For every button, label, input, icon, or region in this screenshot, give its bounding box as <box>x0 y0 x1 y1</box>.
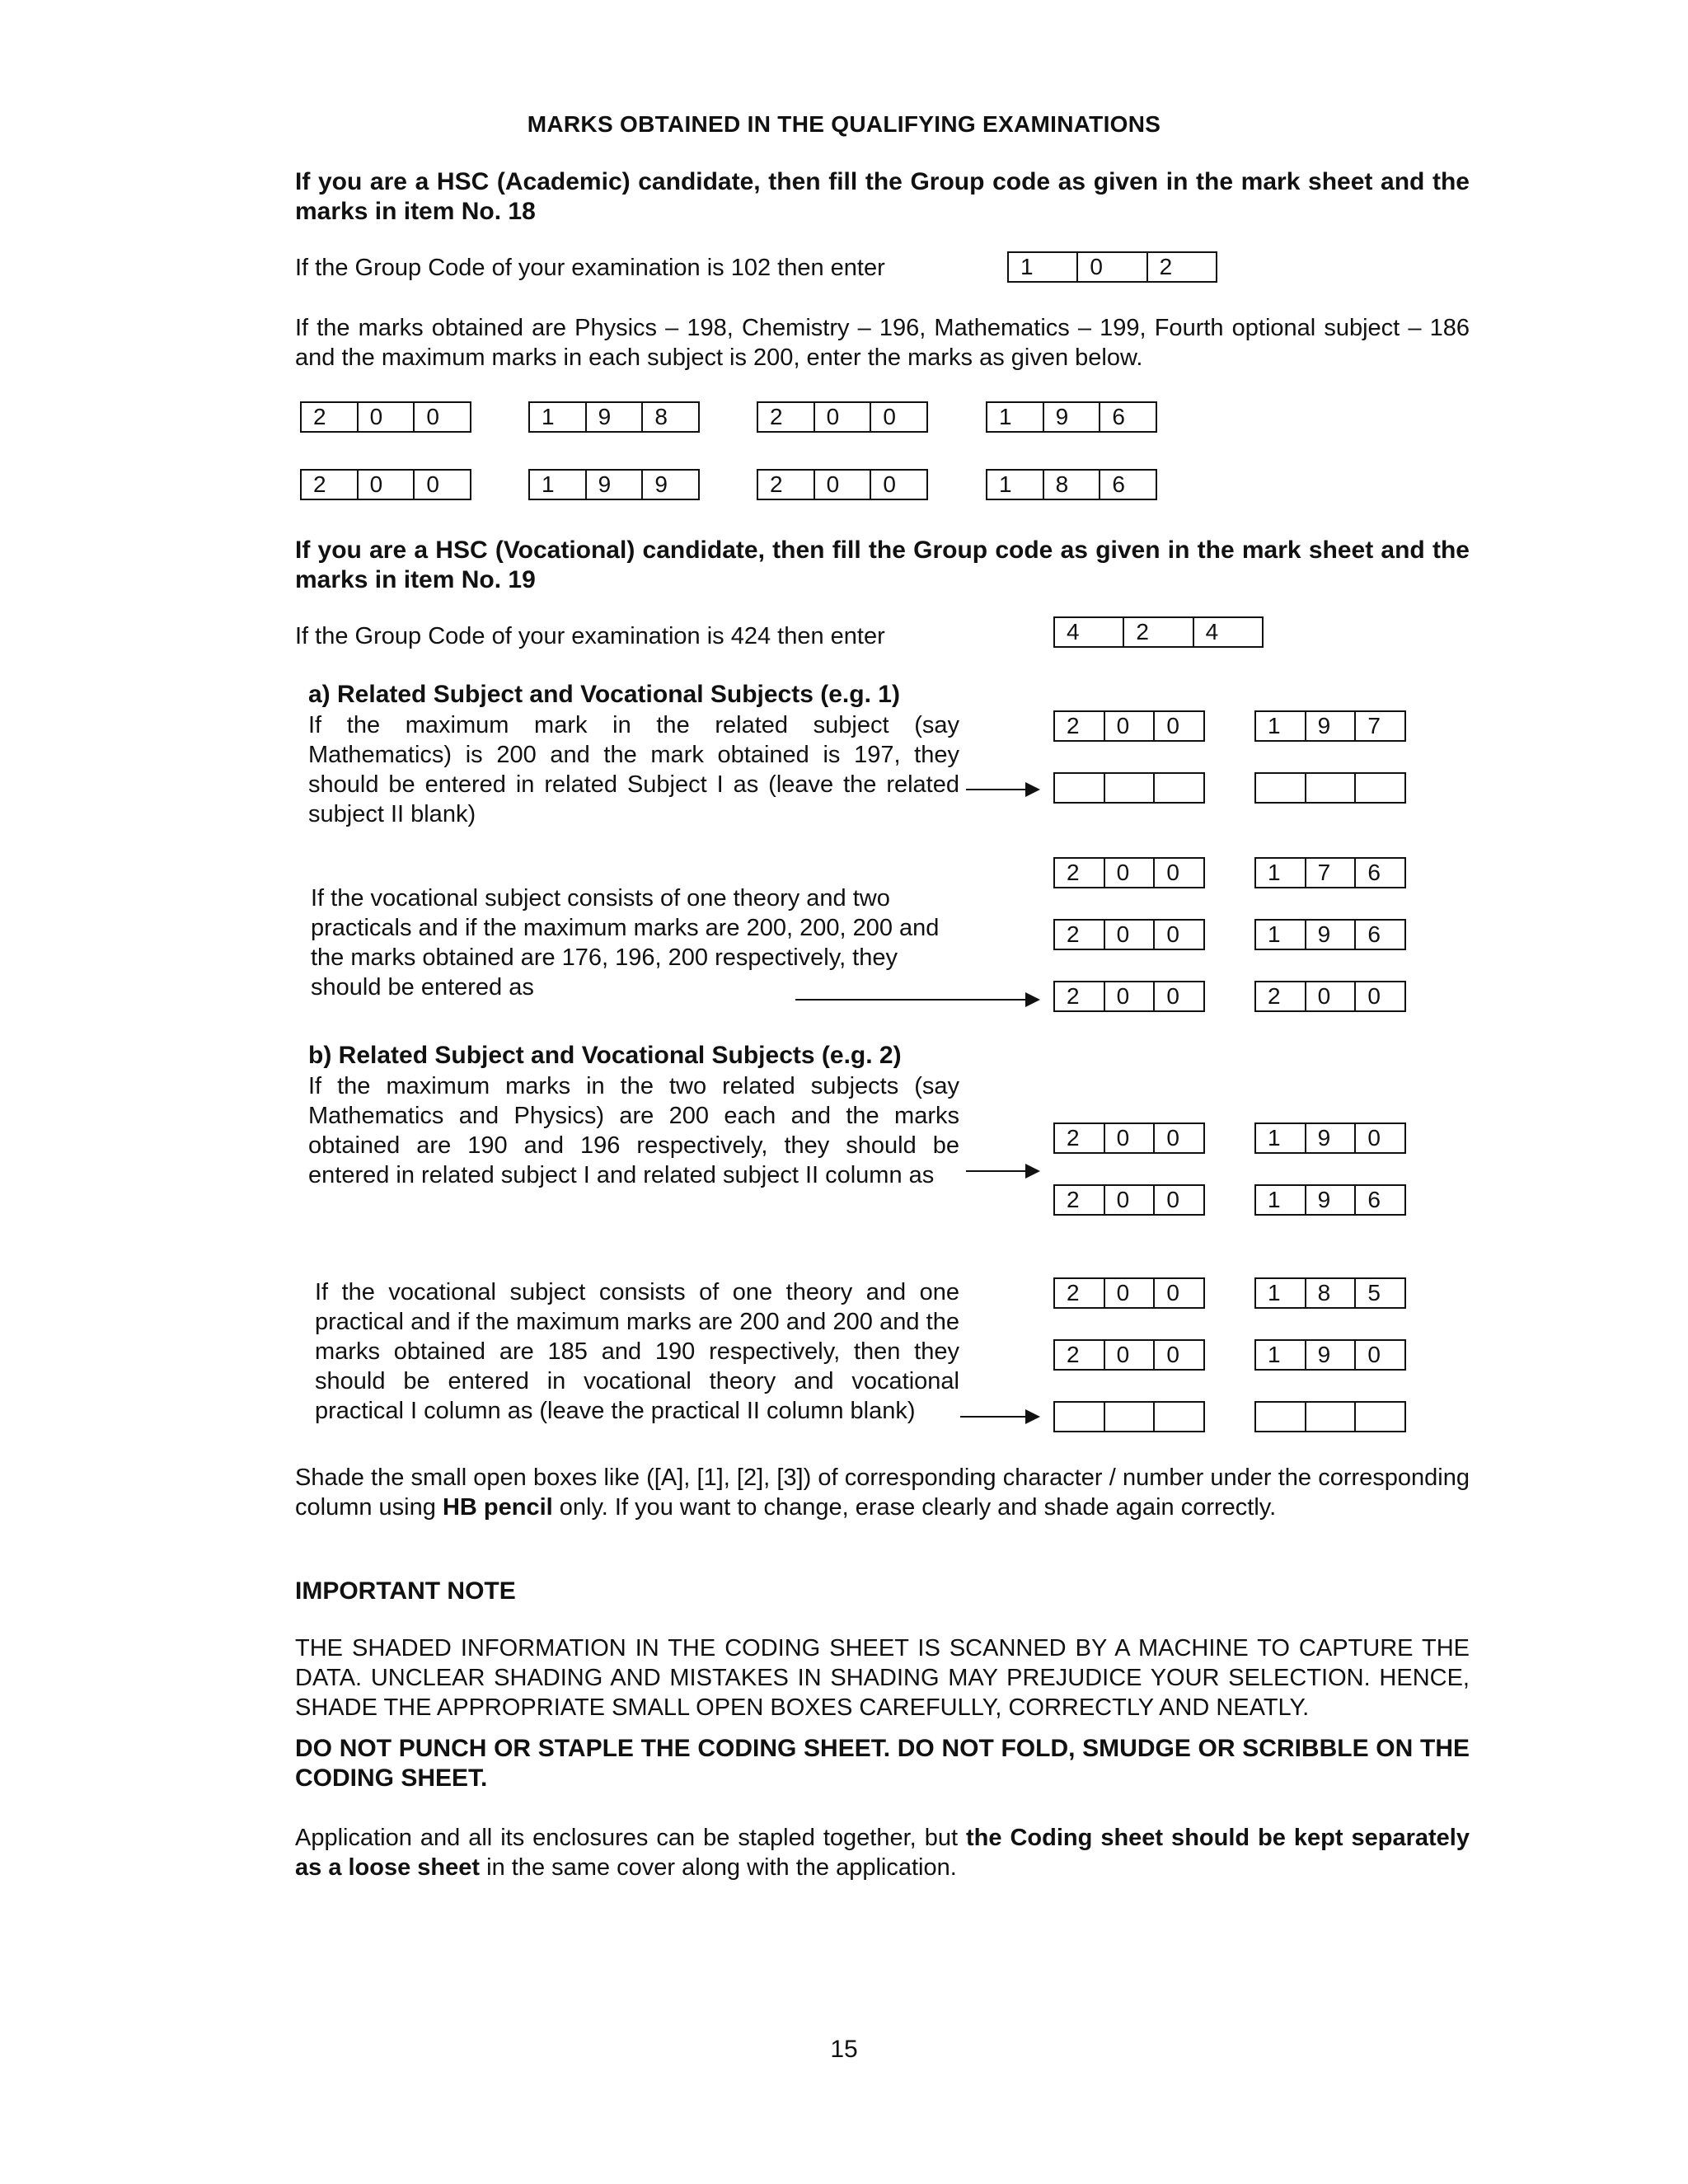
marks-box <box>1254 1184 1406 1216</box>
page-title: MARKS OBTAINED IN THE QUALIFYING EXAMINATIONS <box>527 111 1161 137</box>
eg2-voc-text: If the vocational subject consists of one theory and one practical and if the maximum marks are 200 and 200 and the marks obtained are 185 and 190 respectively, then they should be entered in vocational theory and vocational practical I column as (leave the practical II column blank) <box>315 1279 959 1424</box>
do-not-text: DO NOT PUNCH OR STAPLE THE CODING SHEET. DO NOT FOLD, SMUDGE OR SCRIBBLE ON THE CODING SHEET. <box>295 1735 1470 1792</box>
marks-box <box>1053 981 1205 1012</box>
page-number: 15 <box>830 2036 858 2063</box>
marks-box-blank <box>1254 1401 1406 1432</box>
digit: 6 <box>1367 860 1381 885</box>
digit: 9 <box>1306 1341 1357 1369</box>
digit: 0 <box>815 403 872 431</box>
digit <box>1306 774 1357 802</box>
code-digit: 0 <box>1078 253 1147 281</box>
digit: 1 <box>1256 1279 1306 1307</box>
digit: 2 <box>758 471 815 499</box>
digit: 0 <box>1367 1342 1381 1367</box>
digit: 2 <box>1055 712 1105 740</box>
digit: 9 <box>587 471 644 499</box>
digit: 0 <box>883 471 896 497</box>
digit: 0 <box>1367 983 1381 1009</box>
digit <box>1356 1403 1404 1431</box>
digit: 5 <box>1367 1280 1381 1305</box>
digit: 1 <box>530 471 587 499</box>
marks-box <box>1053 857 1205 888</box>
digit: 2 <box>1055 1186 1105 1214</box>
digit: 9 <box>654 471 668 497</box>
digit: 6 <box>1112 404 1125 429</box>
code-digit: 4 <box>1205 619 1219 644</box>
digit: 8 <box>1306 1279 1357 1307</box>
digit <box>1105 774 1156 802</box>
eg1-voc-text: If the vocational subject consists of one theory and two practicals and if the maximum marks are 200, 200, 200 and the marks obtained are 176, 196, 200 respectively, they should be entered as <box>311 885 940 1001</box>
digit: 1 <box>530 403 587 431</box>
digit: 0 <box>1166 983 1179 1009</box>
eg1-text: If the maximum mark in the related subject (say Mathematics) is 200 and the mark obtained is 197, they should be entered in related Subject I as (leave the related subject II blank) <box>308 712 959 827</box>
digit: 0 <box>1306 982 1357 1010</box>
marks-box-blank <box>1254 772 1406 804</box>
digit: 6 <box>1367 921 1381 947</box>
marks-box <box>1254 1339 1406 1371</box>
marks-box <box>1254 1277 1406 1309</box>
shade-bold-text: HB pencil <box>442 1494 553 1521</box>
marks-box <box>1254 919 1406 950</box>
digit: 0 <box>1105 921 1156 949</box>
academic-marks-line: If the marks obtained are Physics – 198, Chemistry – 196, Mathematics – 199, Fourth optional subject – 186 and the maximum marks in each subject is 200, enter the marks as given below. <box>295 315 1470 371</box>
marks-box <box>986 401 1157 433</box>
academic-group-line: If the Group Code of your examination is 102 then enter <box>295 255 885 281</box>
digit: 2 <box>1256 982 1306 1010</box>
digit: 0 <box>1166 1280 1179 1305</box>
digit: 1 <box>1256 1341 1306 1369</box>
marks-box <box>1254 1122 1406 1154</box>
marks-box <box>1053 710 1205 742</box>
marks-box-blank <box>1053 1401 1205 1432</box>
digit: 0 <box>1166 1187 1179 1212</box>
digit: 8 <box>654 404 668 429</box>
marks-box <box>528 401 700 433</box>
digit: 0 <box>1166 860 1179 885</box>
academic-group-code-box <box>1007 251 1217 283</box>
digit: 0 <box>1105 859 1156 887</box>
digit: 1 <box>987 471 1044 499</box>
marks-box <box>757 401 928 433</box>
digit: 6 <box>1367 1187 1381 1212</box>
digit: 0 <box>1166 1125 1179 1151</box>
shade-instructions <box>295 1463 1470 1522</box>
digit: 0 <box>359 403 415 431</box>
digit: 9 <box>1306 921 1357 949</box>
vocational-group-code-box <box>1053 616 1264 648</box>
digit: 7 <box>1306 859 1357 887</box>
important-heading: IMPORTANT NOTE <box>295 1577 516 1605</box>
digit: 2 <box>1055 921 1105 949</box>
digit: 9 <box>1306 712 1357 740</box>
digit: 0 <box>1105 1186 1156 1214</box>
digit <box>1306 1403 1357 1431</box>
digit: 0 <box>1166 713 1179 738</box>
app-text-end: in the same cover along with the application. <box>486 1854 957 1881</box>
digit: 1 <box>1256 1124 1306 1152</box>
arrow-icon <box>966 789 1039 790</box>
vocational-group-line: If the Group Code of your examination is 424 then enter <box>295 623 885 649</box>
marks-box <box>986 469 1157 500</box>
digit: 2 <box>302 403 359 431</box>
hsc-vocational-heading: If you are a HSC (Vocational) candidate, then fill the Group code as given in the mark sheet and the marks in item No. 19 <box>295 537 1470 593</box>
digit <box>1356 774 1404 802</box>
digit: 1 <box>1256 1186 1306 1214</box>
digit: 2 <box>1055 859 1105 887</box>
digit: 9 <box>587 403 644 431</box>
marks-box <box>528 469 700 500</box>
digit: 2 <box>1055 1124 1105 1152</box>
digit: 2 <box>1055 1279 1105 1307</box>
digit: 2 <box>302 471 359 499</box>
digit: 0 <box>883 404 896 429</box>
digit: 1 <box>1256 712 1306 740</box>
digit: 1 <box>987 403 1044 431</box>
digit <box>1055 1403 1105 1431</box>
code-digit: 1 <box>1009 253 1078 281</box>
digit: 9 <box>1306 1186 1357 1214</box>
digit <box>1055 774 1105 802</box>
app-bold-text: the Coding sheet should be kept separately as a loose sheet <box>295 1825 1470 1881</box>
marks-box <box>1053 1122 1205 1154</box>
digit <box>1256 774 1306 802</box>
digit: 9 <box>1044 403 1101 431</box>
hsc-academic-heading: If you are a HSC (Academic) candidate, then fill the Group code as given in the mark sheet and the marks in item No. 18 <box>295 168 1470 225</box>
app-text: Application and all its enclosures can be stapled together, but <box>295 1825 959 1851</box>
digit: 9 <box>1306 1124 1357 1152</box>
digit: 7 <box>1367 713 1381 738</box>
digit: 0 <box>1367 1125 1381 1151</box>
digit: 2 <box>1055 1341 1105 1369</box>
marks-box <box>757 469 928 500</box>
digit: 0 <box>1166 1342 1179 1367</box>
digit: 0 <box>426 404 439 429</box>
digit <box>1155 774 1203 802</box>
digit <box>1256 1403 1306 1431</box>
marks-box <box>1053 1339 1205 1371</box>
eg2-text: If the maximum marks in the two related subjects (say Mathematics and Physics) are 200 each and the marks obtained are 190 and 196 respectively, they should be entered in related subject I and related subject II column as <box>308 1073 959 1188</box>
marks-box <box>1254 857 1406 888</box>
digit: 0 <box>1166 921 1179 947</box>
marks-box <box>1053 1277 1205 1309</box>
digit: 0 <box>1105 982 1156 1010</box>
marks-box <box>1254 981 1406 1012</box>
digit: 0 <box>815 471 872 499</box>
code-digit: 2 <box>1159 254 1173 279</box>
marks-box <box>1053 919 1205 950</box>
digit: 6 <box>1112 471 1125 497</box>
arrow-icon <box>795 999 1039 1001</box>
application-note <box>295 1823 1470 1882</box>
digit: 1 <box>1256 921 1306 949</box>
digit: 2 <box>1055 982 1105 1010</box>
code-digit: 2 <box>1124 618 1193 646</box>
important-text: THE SHADED INFORMATION IN THE CODING SHEET IS SCANNED BY A MACHINE TO CAPTURE THE DATA. UNCLEAR SHADING AND MISTAKES IN SHADING MAY PREJUDICE YOUR SELECTION. HENCE, SHADE THE APPROPRIATE SMALL OPEN BOXES CAREFULLY, CORRECTLY AND NEATLY. <box>295 1635 1470 1721</box>
marks-box <box>300 469 471 500</box>
digit: 0 <box>359 471 415 499</box>
digit <box>1155 1403 1203 1431</box>
digit: 1 <box>1256 859 1306 887</box>
shade-text: Shade the small open boxes like ([A], [1], [2], [3]) of corresponding character / number under the corresponding column using <box>295 1465 1470 1521</box>
digit: 0 <box>1105 1341 1156 1369</box>
digit: 2 <box>758 403 815 431</box>
marks-box <box>1053 1184 1205 1216</box>
eg2-heading: b) Related Subject and Vocational Subjects (e.g. 2) <box>308 1042 902 1069</box>
marks-box <box>300 401 471 433</box>
digit: 0 <box>1105 1279 1156 1307</box>
digit: 0 <box>1105 1124 1156 1152</box>
marks-box-blank <box>1053 772 1205 804</box>
arrow-icon <box>966 1170 1039 1172</box>
digit: 0 <box>426 471 439 497</box>
digit: 0 <box>1105 712 1156 740</box>
arrow-icon <box>960 1416 1039 1418</box>
code-digit: 4 <box>1055 618 1124 646</box>
digit <box>1105 1403 1156 1431</box>
digit: 8 <box>1044 471 1101 499</box>
marks-box <box>1254 710 1406 742</box>
shade-text-end: only. If you want to change, erase clearly and shade again correctly. <box>559 1494 1277 1521</box>
eg1-heading: a) Related Subject and Vocational Subjects (e.g. 1) <box>308 681 900 708</box>
